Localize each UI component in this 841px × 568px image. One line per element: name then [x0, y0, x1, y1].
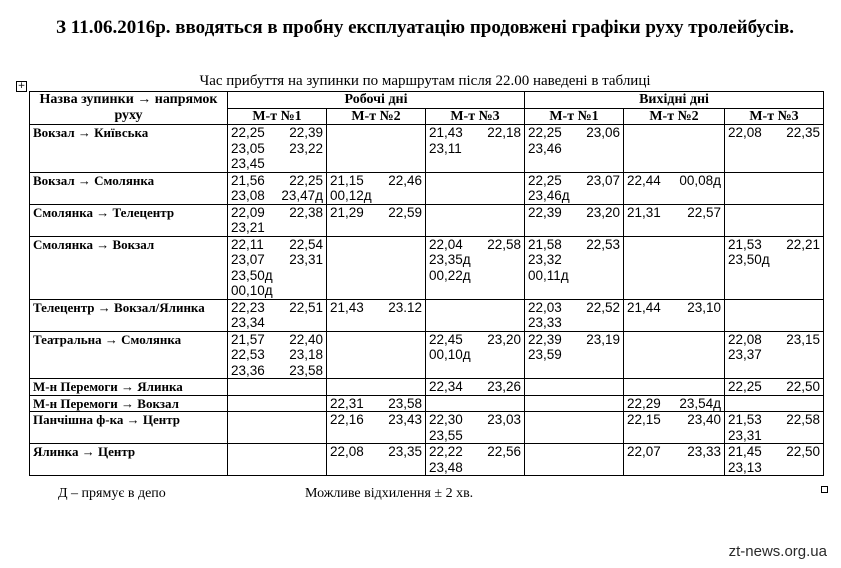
arrival-time: 22,52: [586, 299, 620, 315]
table-row: [30, 379, 824, 396]
times-line: [330, 300, 422, 316]
times-cell: [228, 412, 327, 444]
stop-name: М-н Перемоги → Вокзал: [30, 395, 228, 412]
arrival-time: 23,20: [586, 204, 620, 220]
times-cell: [525, 395, 624, 412]
page-title: З 11.06.2016р. вводяться в пробну експлуатацію продовжені графіки руху тролейбусів.: [55, 17, 795, 38]
times-line: [429, 412, 521, 428]
arrival-time: 23,58: [388, 395, 422, 411]
arrival-time: 21,29: [330, 204, 364, 220]
times-cell: [624, 125, 725, 173]
times-line: [429, 428, 521, 444]
arrival-time: 22,03: [528, 299, 562, 315]
times-cell: [525, 172, 624, 204]
times-line: [231, 300, 323, 316]
table-row: [30, 444, 824, 476]
arrival-time: 23,50д: [231, 267, 273, 283]
times-line: [330, 396, 422, 412]
times-cell: [624, 204, 725, 236]
arrival-time: 22,38: [289, 204, 323, 220]
times-line: [728, 347, 820, 363]
times-line: [429, 252, 521, 268]
times-cell: [327, 299, 426, 331]
arrival-time: 22,39: [289, 125, 323, 140]
times-cell: [426, 204, 525, 236]
arrival-time: 22,57: [687, 204, 721, 220]
times-line: [429, 237, 521, 253]
table-move-handle-icon[interactable]: +: [17, 81, 26, 91]
arrival-time: 23,31: [728, 427, 762, 443]
times-cell: [525, 331, 624, 379]
times-line: [429, 141, 521, 157]
times-line: [231, 188, 323, 204]
arrival-time: 21,43: [330, 299, 364, 315]
arrival-time: 23,55: [429, 427, 463, 443]
times-cell: [725, 172, 824, 204]
stop-name: Смолянка → Вокзал: [30, 236, 228, 299]
times-line: [231, 315, 323, 331]
times-cell: [624, 172, 725, 204]
times-line: [728, 428, 820, 444]
workdays-header: Робочі дні: [228, 92, 525, 109]
arrival-time: 23,06: [586, 125, 620, 140]
arrival-time: 22,08: [330, 444, 364, 459]
arrival-time: 22,34: [429, 379, 463, 394]
arrival-time: 00,22д: [429, 267, 471, 283]
times-line: [627, 300, 721, 316]
times-cell: [327, 331, 426, 379]
arrival-time: 23,33: [528, 315, 562, 330]
times-line: [330, 412, 422, 428]
times-cell: [525, 125, 624, 173]
arrival-time: 22,53: [231, 347, 265, 362]
times-line: [627, 173, 721, 189]
arrival-time: 21,45: [728, 444, 762, 459]
times-cell: [228, 172, 327, 204]
arrival-time: 23,32: [528, 252, 562, 267]
times-cell: [525, 204, 624, 236]
arrival-time: 22,39: [528, 331, 562, 347]
arrival-time: 22,35: [786, 125, 820, 140]
arrival-time: 23,54д: [679, 395, 721, 411]
arrival-time: 22,25: [289, 172, 323, 188]
times-cell: [327, 379, 426, 396]
arrival-time: 21,57: [231, 331, 265, 347]
times-line: [330, 444, 422, 460]
arrival-time: 23,33: [687, 444, 721, 459]
arrival-time: 22,58: [786, 412, 820, 427]
arrival-time: 00,11д: [528, 267, 569, 283]
weekends-header: Вихідні дні: [525, 92, 824, 109]
arrival-time: 21,44: [627, 299, 661, 315]
times-line: [231, 237, 323, 253]
table-row: [30, 331, 824, 379]
times-line: [429, 125, 521, 141]
arrival-time: 23,47д: [281, 188, 323, 203]
arrival-time: 23,15: [786, 331, 820, 347]
arrival-time: 23,46д: [528, 188, 570, 203]
table-row: [30, 236, 824, 299]
arrival-time: 23,58: [289, 362, 323, 378]
route-header: М-т №1: [525, 108, 624, 125]
times-line: [231, 205, 323, 221]
arrival-time: 22,40: [289, 331, 323, 347]
times-line: [429, 379, 521, 395]
arrival-time: 23,48: [429, 459, 463, 475]
times-line: [728, 252, 820, 268]
arrival-time: 22,04: [429, 236, 463, 252]
times-line: [231, 173, 323, 189]
arrival-time: 22,15: [627, 412, 661, 427]
arrival-time: 23,45: [231, 156, 265, 171]
arrival-time: 23,43: [388, 412, 422, 427]
table-row: [30, 172, 824, 204]
arrival-time: 22,51: [289, 299, 323, 315]
stop-name: Ялинка → Центр: [30, 444, 228, 476]
stop-name: Смолянка → Телецентр: [30, 204, 228, 236]
arrival-time: 23,13: [728, 459, 762, 475]
arrival-time: 23,08: [231, 188, 265, 203]
arrival-time: 22,44: [627, 172, 661, 188]
times-line: [528, 252, 620, 268]
arrival-time: 21,58: [528, 236, 562, 252]
arrival-time: 23,03: [487, 412, 521, 427]
times-line: [728, 237, 820, 253]
times-line: [627, 412, 721, 428]
arrival-time: 22,08: [728, 125, 762, 140]
stop-column-header: Назва зупинки → напрямок руху: [30, 92, 228, 125]
times-cell: [624, 331, 725, 379]
times-cell: [327, 125, 426, 173]
arrival-time: 22,59: [388, 204, 422, 220]
arrival-time: 22,21: [786, 236, 820, 252]
times-cell: [624, 395, 725, 412]
arrival-time: 23,07: [231, 252, 265, 267]
route-header: М-т №2: [327, 108, 426, 125]
times-cell: [228, 444, 327, 476]
times-line: [528, 268, 620, 284]
times-cell: [228, 125, 327, 173]
arrival-time: 22,56: [487, 444, 521, 459]
times-cell: [725, 379, 824, 396]
arrival-time: 22,31: [330, 395, 364, 411]
schedule-table: [29, 91, 824, 476]
times-cell: [725, 444, 824, 476]
times-cell: [228, 379, 327, 396]
arrival-time: 22,45: [429, 331, 463, 347]
times-line: [528, 347, 620, 363]
stop-name: Театральна → Смолянка: [30, 331, 228, 379]
arrival-time: 22,16: [330, 412, 364, 427]
times-line: [728, 332, 820, 348]
times-cell: [525, 379, 624, 396]
times-line: [429, 268, 521, 284]
times-cell: [327, 412, 426, 444]
times-cell: [525, 236, 624, 299]
times-cell: [725, 395, 824, 412]
arrival-time: 23,22: [289, 140, 323, 156]
arrival-time: 22,22: [429, 444, 463, 459]
times-line: [728, 444, 820, 460]
times-line: [528, 141, 620, 157]
times-line: [728, 412, 820, 428]
table-caption: Час прибуття на зупинки по маршрутам після 22.00 наведені в таблиці: [199, 73, 651, 89]
arrival-time: 22,50: [786, 444, 820, 459]
times-cell: [725, 236, 824, 299]
times-line: [627, 396, 721, 412]
table-row: [30, 299, 824, 331]
times-line: [627, 444, 721, 460]
times-cell: [426, 331, 525, 379]
times-cell: [725, 331, 824, 379]
times-line: [528, 125, 620, 141]
arrival-time: 22,46: [388, 172, 422, 188]
arrival-time: 23,59: [528, 347, 562, 362]
arrival-time: 23,07: [586, 172, 620, 188]
times-line: [528, 332, 620, 348]
arrival-time: 23,20: [487, 331, 521, 347]
arrival-time: 00,12д: [330, 188, 372, 203]
table-row: [30, 204, 824, 236]
arrival-time: 23,40: [687, 412, 721, 427]
table-row: [30, 125, 824, 173]
arrival-time: 23,21: [231, 220, 265, 235]
arrival-time: 21,53: [728, 412, 762, 427]
arrival-time: 22,58: [487, 236, 521, 252]
arrival-time: 23,19: [586, 331, 620, 347]
arrival-time: 22,54: [289, 236, 323, 252]
stop-name: Вокзал → Київська: [30, 125, 228, 173]
times-cell: [426, 125, 525, 173]
times-line: [330, 173, 422, 189]
times-cell: [228, 204, 327, 236]
table-resize-handle[interactable]: [821, 486, 828, 493]
times-line: [231, 268, 323, 284]
arrival-time: 00,08д: [679, 172, 721, 188]
times-cell: [525, 444, 624, 476]
stop-name: Вокзал → Смолянка: [30, 172, 228, 204]
times-line: [728, 379, 820, 395]
table-row: [30, 395, 824, 412]
arrival-time: 21,53: [728, 236, 762, 252]
times-line: [330, 205, 422, 221]
arrival-time: 22,18: [487, 125, 521, 140]
times-cell: [327, 172, 426, 204]
arrival-time: 00,10д: [429, 347, 471, 362]
route-header: М-т №3: [426, 108, 525, 125]
arrival-time: 23,36: [231, 362, 265, 378]
times-cell: [228, 331, 327, 379]
times-cell: [525, 299, 624, 331]
times-line: [429, 347, 521, 363]
times-cell: [426, 379, 525, 396]
arrival-time: 22,29: [627, 395, 661, 411]
footnote-depot: Д – прямує в депо: [58, 486, 166, 501]
times-cell: [725, 412, 824, 444]
times-line: [231, 156, 323, 172]
arrival-time: 23,11: [429, 140, 462, 156]
stop-name: Панчішна ф-ка → Центр: [30, 412, 228, 444]
times-cell: [624, 412, 725, 444]
arrival-time: 21,43: [429, 125, 463, 140]
arrival-time: 22,39: [528, 204, 562, 220]
route-header: М-т №3: [725, 108, 824, 125]
times-cell: [624, 299, 725, 331]
arrival-time: 00,10д: [231, 283, 273, 298]
arrival-time: 22,50: [786, 379, 820, 394]
times-cell: [327, 444, 426, 476]
times-cell: [327, 395, 426, 412]
arrival-time: 22,53: [586, 236, 620, 252]
arrival-time: 22,25: [528, 172, 562, 188]
times-cell: [725, 299, 824, 331]
arrival-time: 23,50д: [728, 252, 770, 267]
times-line: [231, 283, 323, 299]
times-line: [728, 125, 820, 141]
times-cell: [426, 172, 525, 204]
times-line: [627, 205, 721, 221]
times-cell: [624, 444, 725, 476]
times-cell: [426, 412, 525, 444]
times-line: [330, 188, 422, 204]
times-line: [429, 460, 521, 476]
arrival-time: 22,25: [528, 125, 562, 140]
stop-name: М-н Перемоги → Ялинка: [30, 379, 228, 396]
times-line: [231, 363, 323, 379]
watermark: zt-news.org.ua: [728, 543, 827, 560]
times-line: [231, 125, 323, 141]
times-cell: [624, 236, 725, 299]
arrival-time: 23,35д: [429, 252, 471, 267]
times-cell: [228, 395, 327, 412]
arrival-time: 22,11: [231, 236, 264, 252]
arrival-time: 22,09: [231, 204, 265, 220]
arrival-time: 21,15: [330, 172, 364, 188]
times-cell: [228, 236, 327, 299]
times-cell: [725, 204, 824, 236]
times-line: [528, 205, 620, 221]
times-cell: [426, 236, 525, 299]
times-cell: [426, 395, 525, 412]
times-line: [231, 252, 323, 268]
times-cell: [327, 204, 426, 236]
route-header: М-т №2: [624, 108, 725, 125]
arrival-time: 23,10: [687, 299, 721, 315]
arrival-time: 23,34: [231, 315, 265, 330]
times-cell: [426, 444, 525, 476]
arrival-time: 22,08: [728, 331, 762, 347]
arrival-time: 21,56: [231, 172, 265, 188]
times-line: [528, 173, 620, 189]
arrival-time: 22,30: [429, 412, 463, 427]
times-line: [429, 444, 521, 460]
stop-name: Телецентр → Вокзал/Ялинка: [30, 299, 228, 331]
times-line: [231, 141, 323, 157]
schedule-body: [30, 125, 824, 476]
times-line: [528, 188, 620, 204]
times-cell: [624, 379, 725, 396]
arrival-time: 23,31: [289, 252, 323, 267]
arrival-time: 23,18: [289, 347, 323, 362]
arrival-time: 22,07: [627, 444, 661, 459]
times-line: [231, 332, 323, 348]
arrival-time: 23,46: [528, 140, 562, 156]
times-cell: [228, 299, 327, 331]
times-line: [429, 332, 521, 348]
times-cell: [525, 412, 624, 444]
footnote-deviation: Можливе відхилення ± 2 хв.: [305, 486, 474, 501]
arrival-time: 21,31: [627, 204, 661, 220]
times-line: [528, 315, 620, 331]
arrival-time: 22,25: [231, 125, 265, 140]
table-row: [30, 412, 824, 444]
times-cell: [327, 236, 426, 299]
times-line: [728, 460, 820, 476]
times-line: [528, 237, 620, 253]
arrival-time: 22,23: [231, 299, 265, 315]
arrival-time: 23,26: [487, 379, 521, 394]
arrival-time: 23,05: [231, 140, 265, 156]
arrival-time: 23.12: [388, 299, 422, 315]
times-line: [231, 347, 323, 363]
arrival-time: 23,37: [728, 347, 762, 362]
arrival-time: 22,25: [728, 379, 762, 394]
times-cell: [725, 125, 824, 173]
times-cell: [426, 299, 525, 331]
route-header: М-т №1: [228, 108, 327, 125]
times-line: [528, 300, 620, 316]
arrival-time: 23,35: [388, 444, 422, 459]
times-line: [231, 220, 323, 236]
